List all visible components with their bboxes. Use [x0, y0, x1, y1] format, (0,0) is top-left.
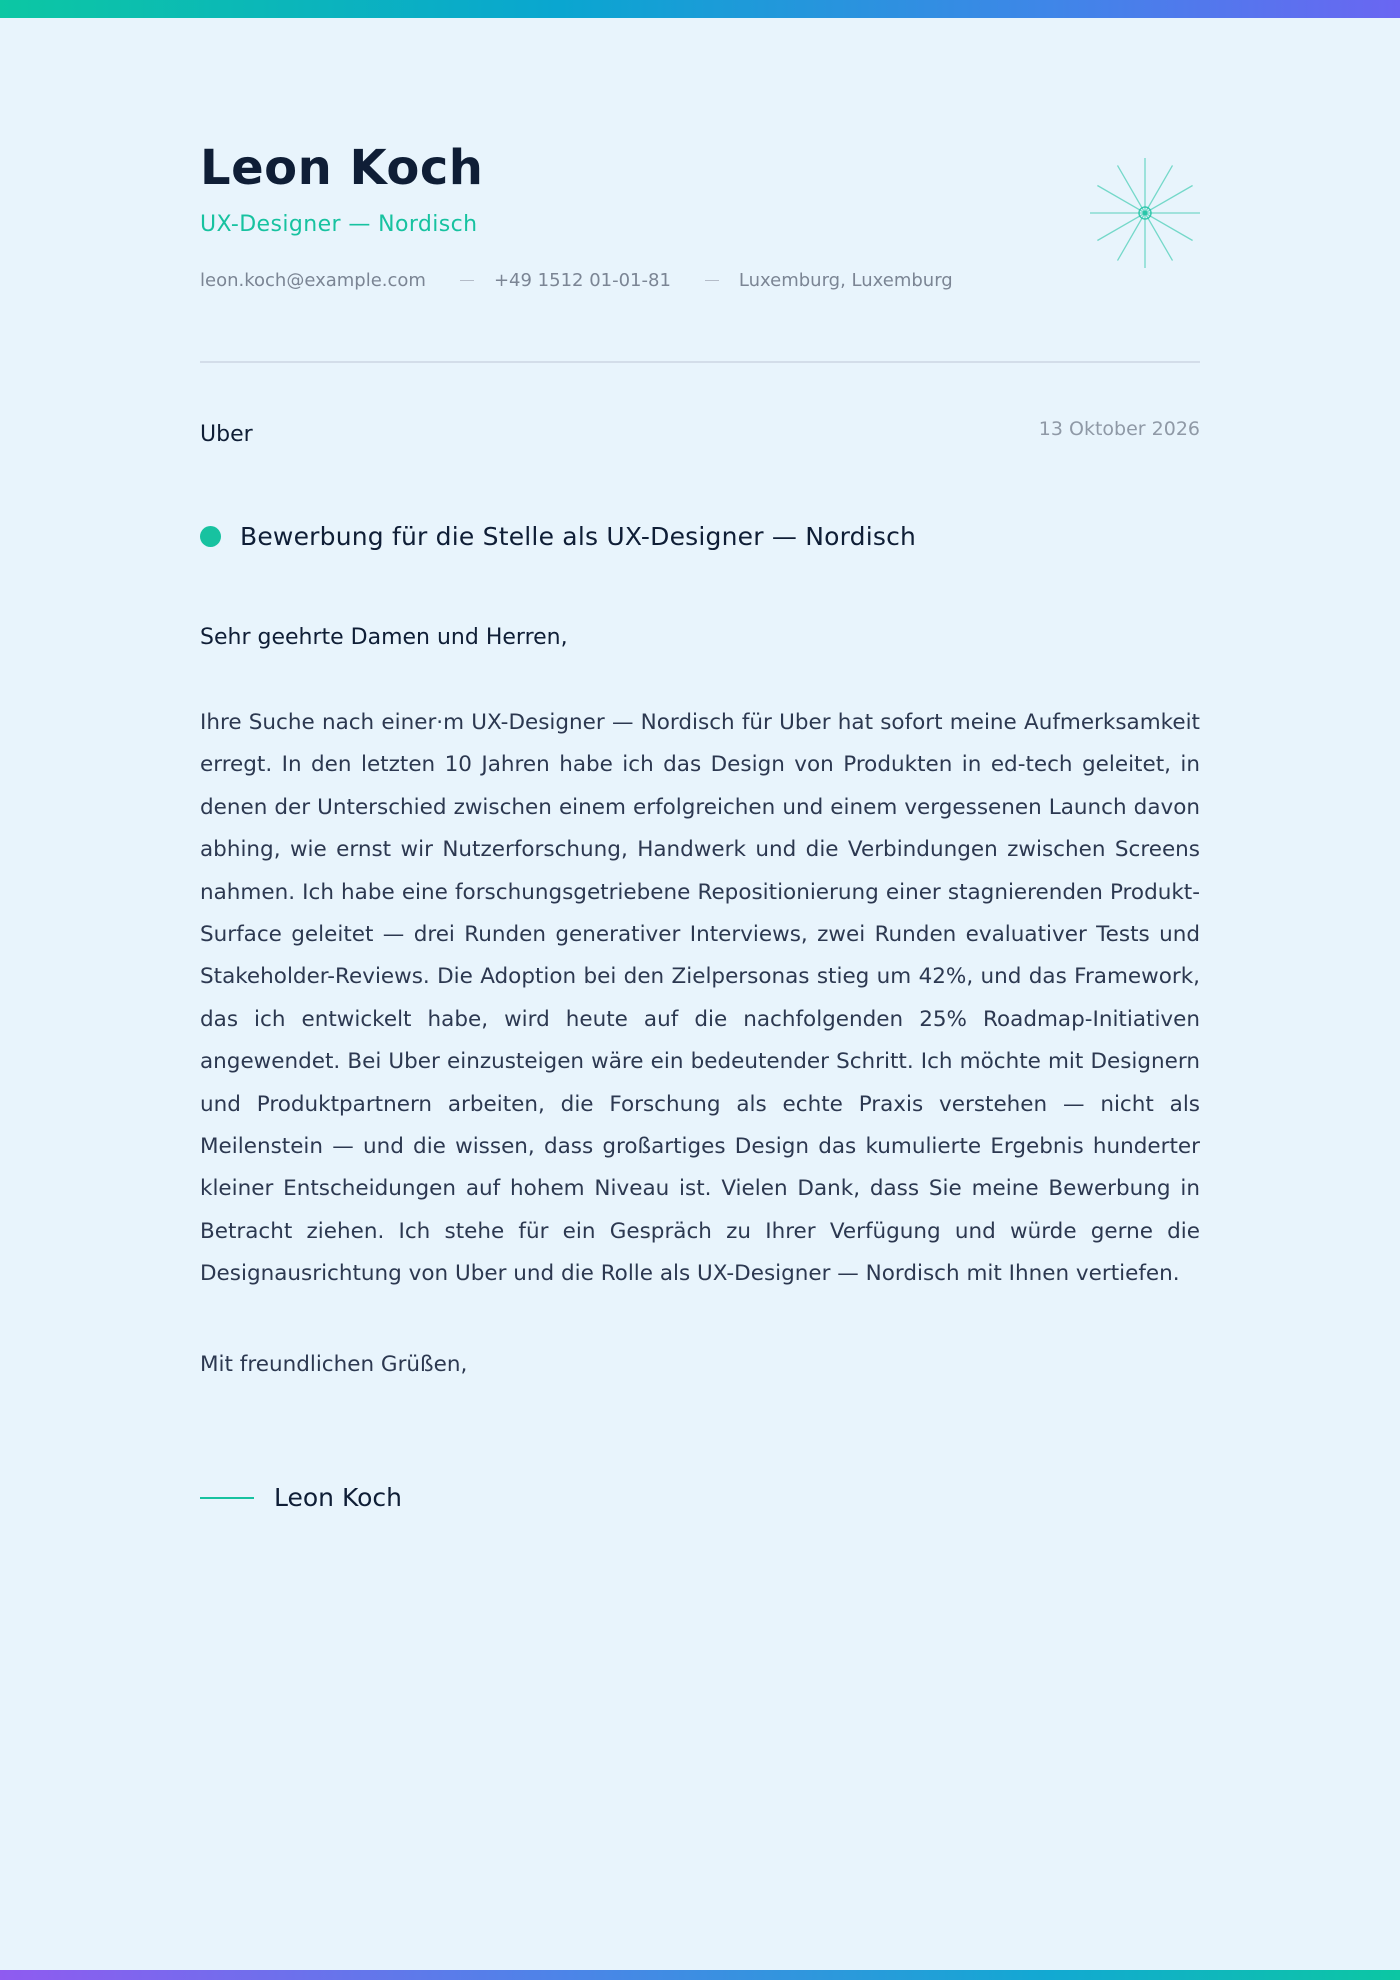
contact-line — [200, 270, 953, 291]
applicant-role: UX-Designer — Nordisch — [200, 212, 478, 237]
applicant-name: Leon Koch — [200, 140, 484, 196]
signature-line — [200, 1497, 254, 1499]
recipient-company: Uber — [200, 422, 253, 447]
letter-body: Ihre Suche nach einer·m UX-Designer — Nordisch für Uber hat sofort meine Aufmerksamkeit erregt. In den letzten 10 Jahren habe ich das Design von Produkten in ed-tech geleitet, in denen der Unterschied zwischen einem erfolgreichen und einem vergessenen Launch davon abhing, wie ernst wir Nutzerforschung, Handwerk und die Verbindungen zwischen Screens nahmen. Ich habe eine forschungsgetriebene Repositionierung einer stagnierenden Produkt-Surface geleitet — drei Runden generativer Interviews, zwei Runden evaluativer Tests und Stakeholder-Reviews. Die Adoption bei den Zielpersonas stieg um 42%, und das Framework, das ich entwickelt habe, wird heute auf die nachfolgenden 25% Roadmap-Initiativen angewendet. Bei Uber einzusteigen wäre ein bedeutender Schritt. Ich möchte mit Designern und Produktpartnern arbeiten, die Forschung als echte Praxis verstehen — nicht als Meilenstein — und die wissen, dass großartiges Design das kumulierte Ergebnis hunderter kleiner Entscheidungen auf hohem Niveau ist. Vielen Dank, dass Sie meine Bewerbung in Betracht ziehen. Ich stehe für ein Gespräch zu Ihrer Verfügung und würde gerne die Designausrichtung von Uber und die Rolle als UX-Designer — Nordisch mit Ihnen vertiefen. — [200, 710, 1200, 1287]
contact-separator — [460, 280, 474, 281]
letter-date: 13 Oktober 2026 — [1038, 418, 1200, 440]
contact-location: Luxemburg, Luxemburg — [738, 270, 953, 291]
subject-bullet-icon — [200, 526, 221, 547]
bottom-gradient-bar — [0, 1970, 1400, 1980]
letter-subject — [200, 522, 916, 551]
subject-text: Bewerbung für die Stelle als UX-Designer — Nordisch — [240, 522, 917, 551]
header-divider — [200, 361, 1200, 363]
closing: Mit freundlichen Grüßen, — [200, 1352, 468, 1377]
contact-phone[interactable]: +49 1512 01-01-81 — [493, 270, 671, 291]
contact-separator — [705, 280, 719, 281]
cover-letter-page — [200, 0, 1200, 1980]
signature — [200, 1483, 402, 1512]
starburst-icon — [1090, 158, 1200, 268]
signature-name: Leon Koch — [274, 1483, 402, 1512]
contact-email[interactable]: leon.koch@example.com — [200, 270, 426, 291]
salutation: Sehr geehrte Damen und Herren, — [200, 625, 568, 650]
